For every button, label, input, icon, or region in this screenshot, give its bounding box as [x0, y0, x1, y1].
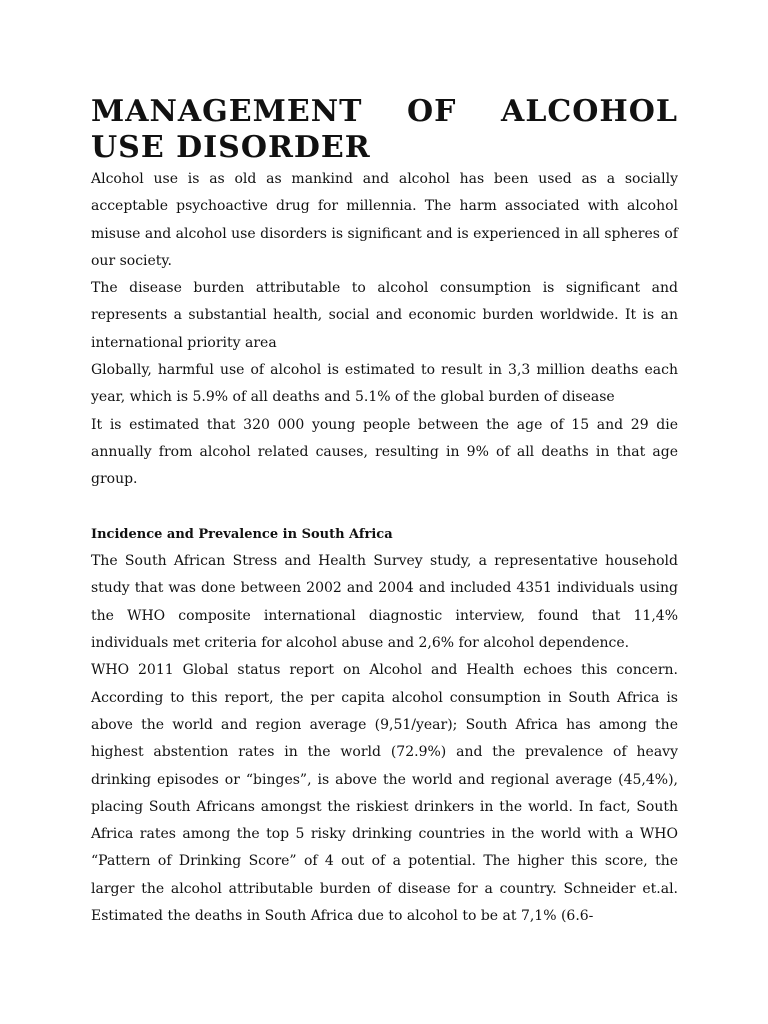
- document-page: [91, 94, 678, 930]
- paragraph-global-deaths: Globally, harmful use of alcohol is estimated to result in 3,3 million deaths each year, which is 5.9% of all deaths and 5.1% of the global burden of disease: [91, 362, 678, 406]
- paragraph-who-report: WHO 2011 Global status report on Alcohol and Health echoes this concern. According to this report, the per capita alcohol consumption in South Africa is above the world and region average (9,51/year); South Africa has among the highest abstention rates in the world (72.9%) and the prevalence of heavy drinking episodes or “binges”, is above the world and regional average (45,4%), placing South Africans amongst the riskiest drinkers in the world. In fact, South Africa rates among the top 5 risky drinking countries in the world with a WHO “Pattern of Drinking Score” of 4 out of a potential. The higher this score, the larger the alcohol attributable burden of disease for a country. Schneider et.al. Estimated the deaths in South Africa due to alcohol to be at 7,1% (6.6-: [91, 662, 678, 925]
- paragraph-young-people: It is estimated that 320 000 young people between the age of 15 and 29 die annually from alcohol related causes, resulting in 9% of all deaths in that age group.: [91, 416, 678, 488]
- section-heading: Incidence and Prevalence in South Africa: [91, 526, 393, 542]
- paragraph-sash-study: The South African Stress and Health Survey study, a representative household study that was done between 2002 and 2004 and included 4351 individuals using the WHO composite international diagnostic interview, found that 11,4% individuals met criteria for alcohol abuse and 2,6% for alcohol dependence.: [91, 553, 678, 652]
- paragraph-alcohol-history: Alcohol use is as old as mankind and alcohol has been used as a socially acceptable psychoactive drug for millennia. The harm associated with alcohol misuse and alcohol use disorders is significant and is experienced in all spheres of our society.: [91, 171, 678, 269]
- section-spacer: [91, 494, 678, 521]
- paragraph-disease-burden: The disease burden attributable to alcohol consumption is significant and represents a substantial health, social and economic burden worldwide. It is an international priority area: [91, 280, 678, 351]
- document-title: MANAGEMENT OF ALCOHOL USE DISORDER: [91, 94, 678, 165]
